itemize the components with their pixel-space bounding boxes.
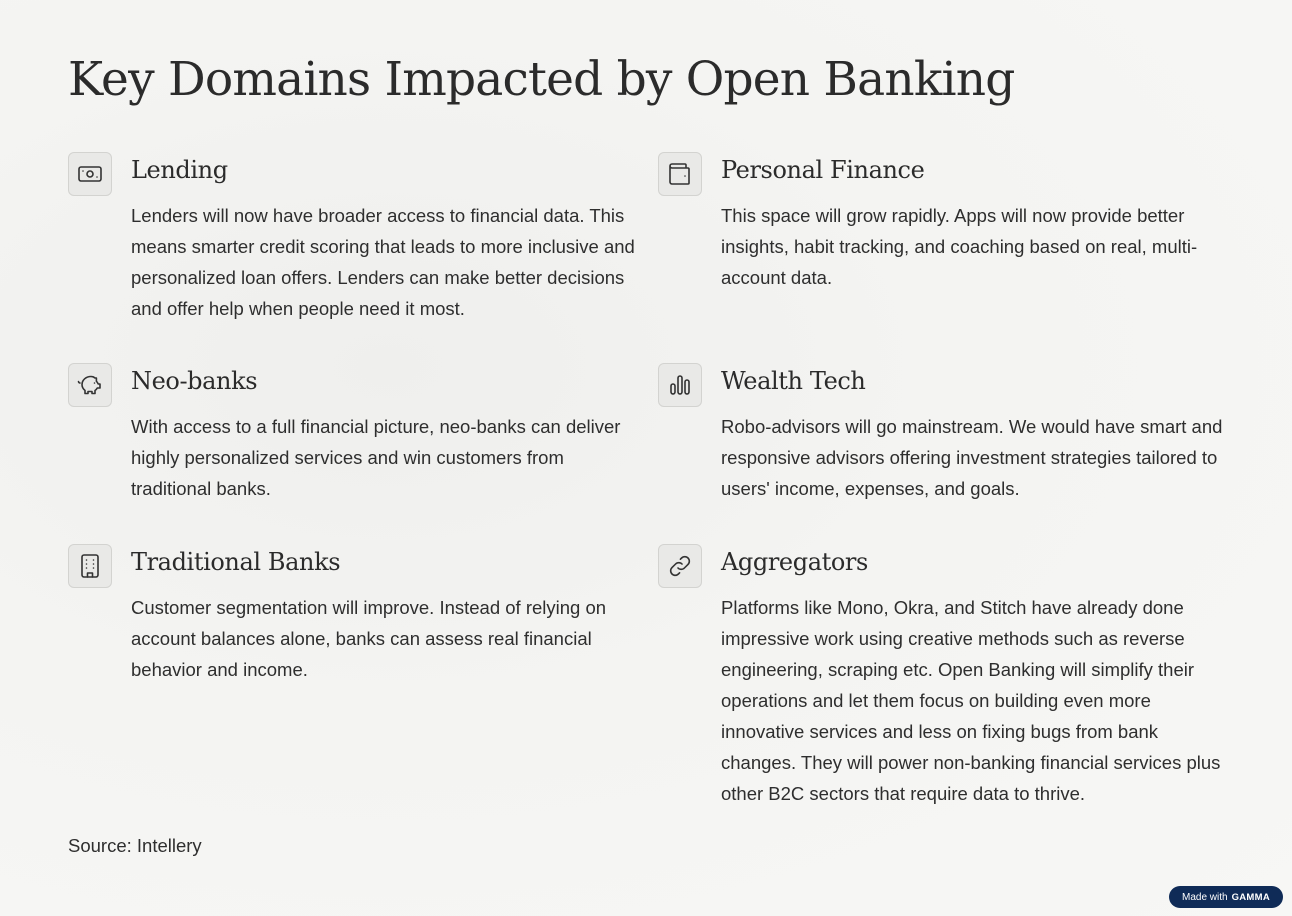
card-description: With access to a full financial picture, neo-banks can deliver highly personalized services and win customers from traditional banks. xyxy=(131,416,621,499)
building-icon xyxy=(68,544,112,588)
card-description: Lenders will now have broader access to financial data. This means smarter credit scoring that leads to more inclusive and personalized loan offers. Lenders can make better decisions and offer help when people need it most. xyxy=(131,205,635,319)
card-title: Wealth Tech xyxy=(721,367,866,395)
card-title: Personal Finance xyxy=(721,156,925,184)
card-description: This space will grow rapidly. Apps will now provide better insights, habit tracking, and coaching based on real, multi-account data. xyxy=(721,205,1198,288)
card-title: Traditional Banks xyxy=(131,548,341,576)
card-description: Platforms like Mono, Okra, and Stitch have already done impressive work using creative methods such as reverse engineering, scraping etc. Open Banking will simplify their operations and let them focus on building even more innovative services and less on fixing bugs from bank changes. They will power non-banking financial services plus other B2C sectors that require data to thrive. xyxy=(721,597,1221,804)
card-title: Lending xyxy=(131,156,228,184)
bar-chart-icon xyxy=(658,363,702,407)
badge-prefix: Made with xyxy=(1181,891,1228,903)
link-icon xyxy=(658,544,702,588)
card-title: Neo-banks xyxy=(131,367,258,395)
source-caption: Source: Intellery xyxy=(68,835,202,856)
piggy-bank-icon xyxy=(68,363,112,407)
card-description: Robo-advisors will go mainstream. We would have smart and responsive advisors offering investment strategies tailored to users' income, expenses, and goals. xyxy=(721,416,1223,499)
page-title: Key Domains Impacted by Open Banking xyxy=(68,52,1015,107)
wallet-icon xyxy=(658,152,702,196)
made-with-gamma-badge[interactable] xyxy=(1169,886,1283,908)
gamma-logo: GAMMA xyxy=(1231,891,1271,903)
card-description: Customer segmentation will improve. Instead of relying on account balances alone, banks can assess real financial behavior and income. xyxy=(131,597,607,680)
banknote-icon xyxy=(68,152,112,196)
card-title: Aggregators xyxy=(721,548,868,576)
